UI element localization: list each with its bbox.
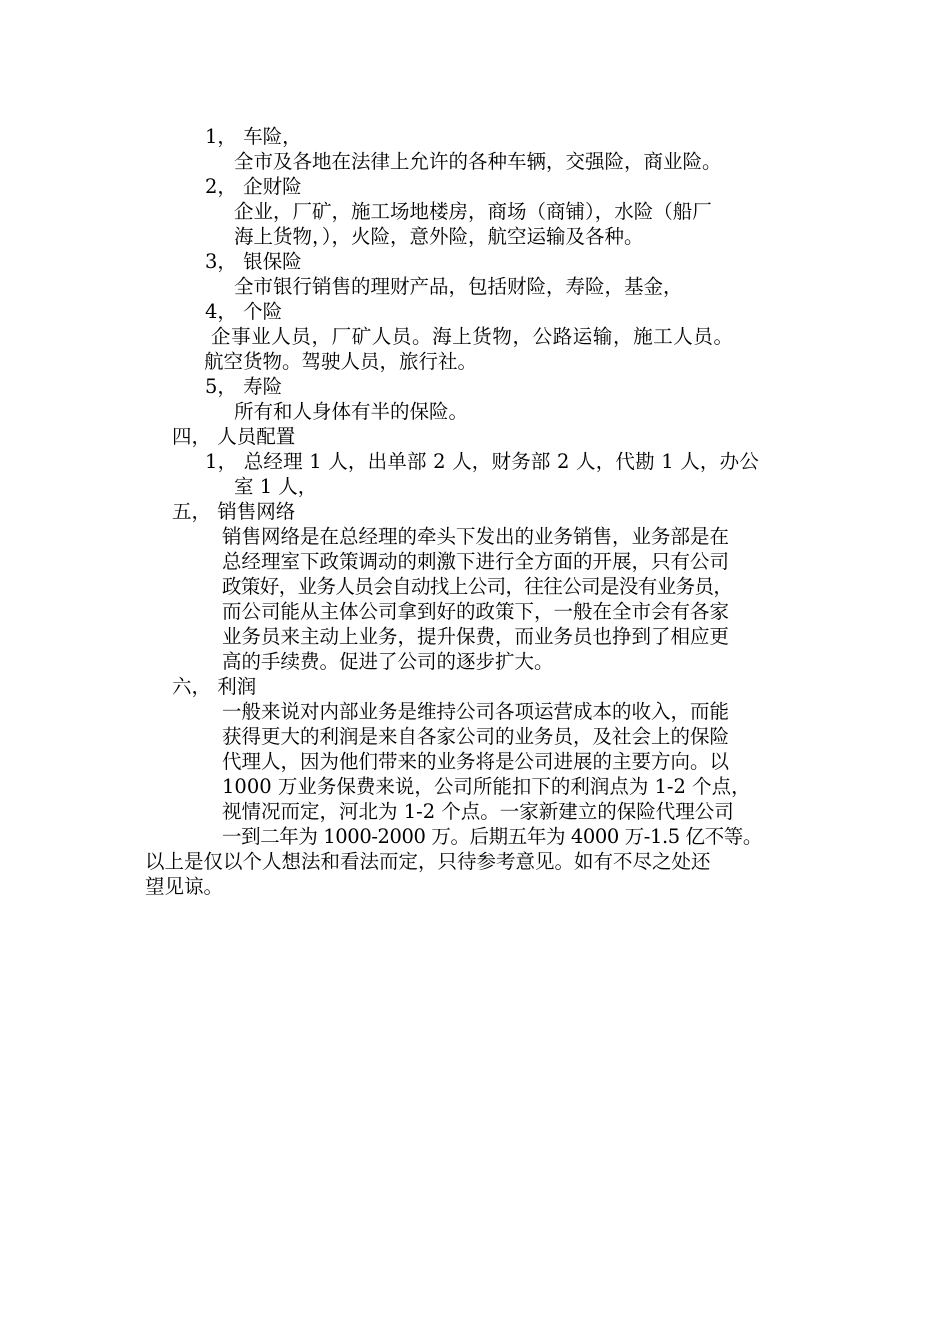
paragraph-line: 全市银行销售的理财产品，包括财险，寿险，基金， [234,275,683,298]
list-item-property-insurance-heading: 2， 企财险 [205,175,302,198]
paragraph-line: 企业，厂矿，施工场地楼房，商场（商铺），水险（船厂 [234,200,712,223]
list-item-car-insurance-heading: 1， 车险， [205,125,302,148]
list-item-life-insurance-heading: 5， 寿险 [205,375,283,398]
list-item-personal-insurance-heading: 4， 个险 [205,300,283,323]
list-item-staffing: 1， 总经理 1 人，出单部 2 人，财务部 2 人，代勘 1 人，办公 [205,450,760,473]
paragraph-line: 航空货物。驾驶人员，旅行社。 [204,350,478,373]
list-item-bancassurance-heading: 3， 银保险 [205,250,302,273]
paragraph-line: 所有和人身体有半的保险。 [234,400,469,423]
closing-paragraph-line: 望见谅。 [145,875,224,898]
section-heading-staffing: 四， 人员配置 [172,425,296,448]
paragraph-line: 代理人，因为他们带来的业务将是公司进展的主要方向。以 [222,750,730,773]
paragraph-line: 总经理室下政策调动的刺激下进行全方面的开展，只有公司 [222,550,730,573]
paragraph-line: 高的手续费。促进了公司的逐步扩大。 [222,650,554,673]
paragraph-line: 而公司能从主体公司拿到好的政策下，一般在全市会有各家 [222,600,730,623]
paragraph-line: 1000 万业务保费来说，公司所能扣下的利润点为 1-2 个点， [222,775,751,798]
closing-paragraph-line: 以上是仅以个人想法和看法而定，只待参考意见。如有不尽之处还 [145,850,711,873]
paragraph-line: 全市及各地在法律上允许的各种车辆，交强险，商业险。 [234,150,722,173]
paragraph-line: 视情况而定，河北为 1-2 个点。一家新建立的保险代理公司 [222,800,734,823]
paragraph-line: 政策好，业务人员会自动找上公司，往往公司是没有业务员， [222,575,733,598]
paragraph-line: 一到二年为 1000-2000 万。后期五年为 4000 万-1.5 亿不等。 [222,825,762,848]
paragraph-line: 销售网络是在总经理的牵头下发出的业务销售，业务部是在 [222,525,730,548]
paragraph-line: 获得更大的利润是来自各家公司的业务员，及社会上的保险 [222,725,730,748]
paragraph-line: 企事业人员，厂矿人员。海上货物，公路运输，施工人员。 [211,325,734,348]
paragraph-line: 一般来说对内部业务是维持公司各项运营成本的收入，而能 [222,700,730,723]
paragraph-line: 海上货物，），火险，意外险，航空运输及各种。 [234,225,644,248]
section-heading-profit: 六， 利润 [172,675,257,698]
paragraph-line: 室 1 人， [234,475,318,498]
paragraph-line: 业务员来主动上业务，提升保费，而业务员也挣到了相应更 [222,625,730,648]
section-heading-sales-network: 五， 销售网络 [172,500,296,523]
